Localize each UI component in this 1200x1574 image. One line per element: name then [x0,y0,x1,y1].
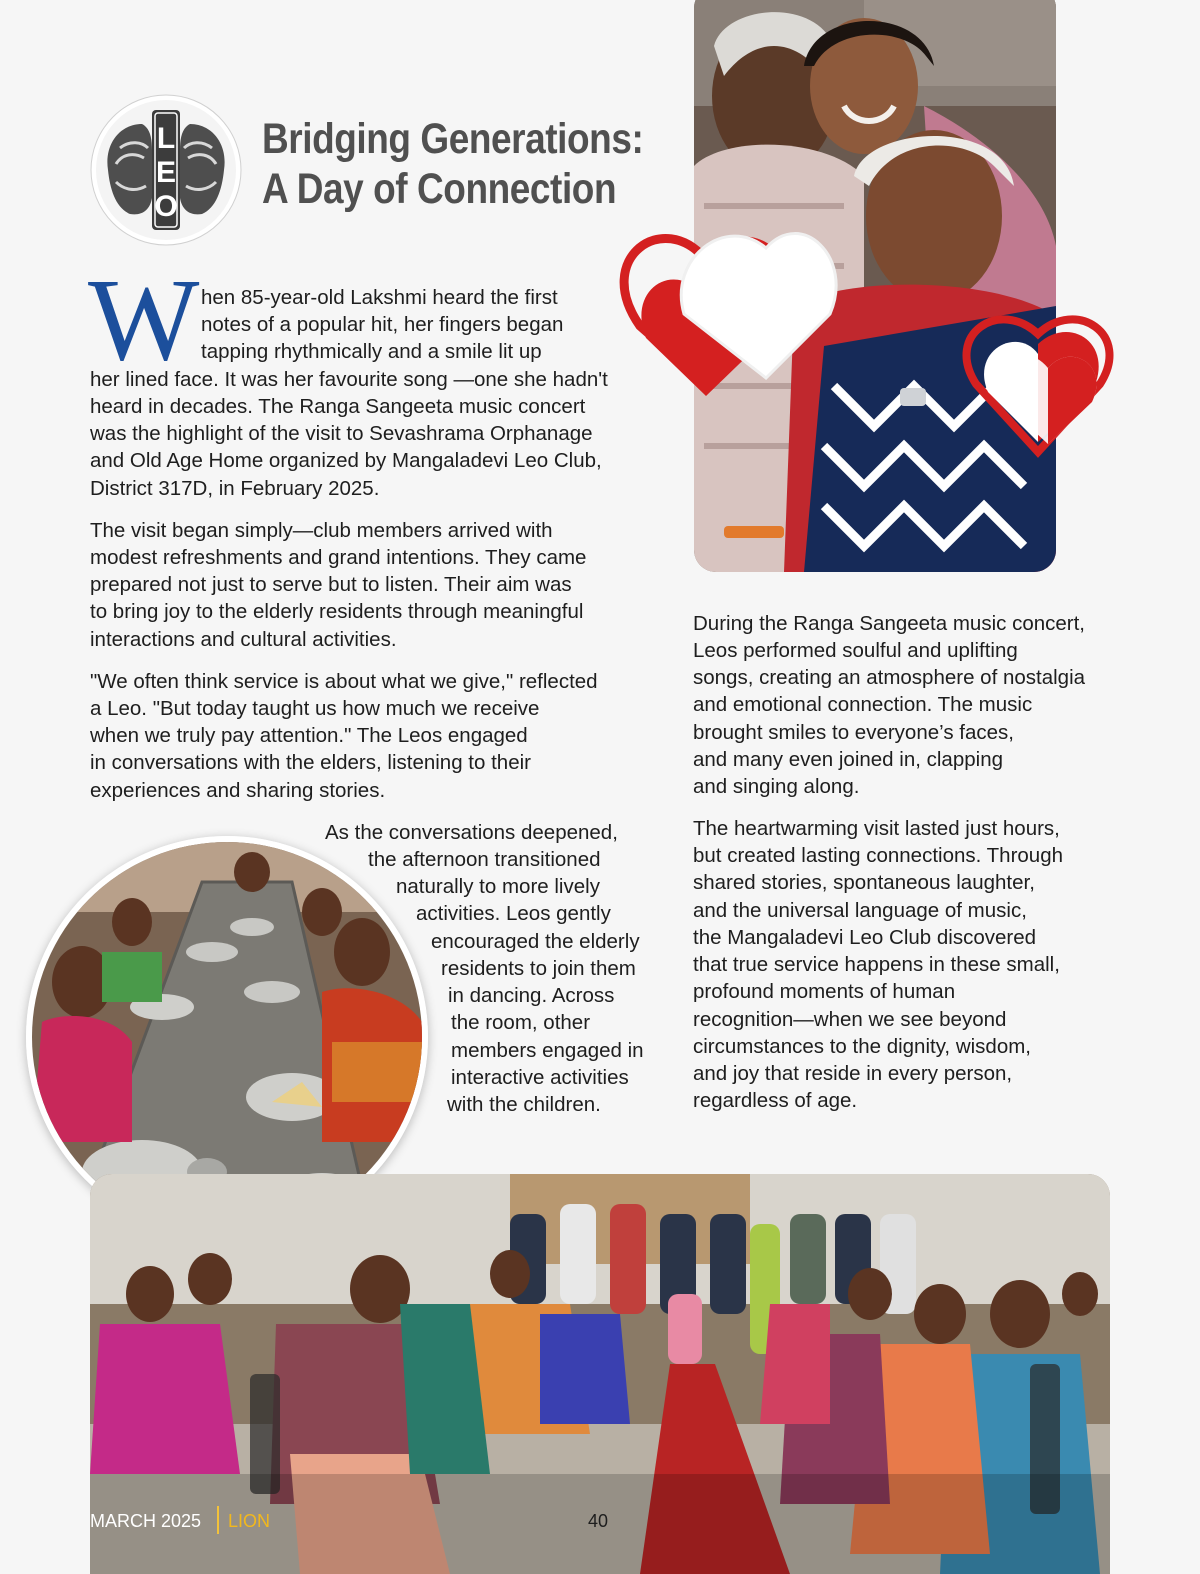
text-line: the Mangaladevi Leo Club discovered [693,926,1037,949]
text-line: a Leo. "But today taught us how much we receive [90,697,540,720]
title-line-1: Bridging Generations: [262,115,644,163]
text-line: interactive activities [451,1066,629,1089]
text-line: As the conversations deepened, [325,821,618,844]
text-line: notes of a popular hit, her fingers began [201,313,564,336]
text-line: to bring joy to the elderly residents through meaningful [90,600,584,623]
text-line: hen 85-year-old Lakshmi heard the first [201,286,558,309]
text-line: profound moments of human [693,980,956,1003]
text-line: The heartwarming visit lasted just hours, [693,817,1060,840]
text-line: interactions and cultural activities. [90,628,397,651]
text-line: residents to join them [441,957,636,980]
text-line: recognition—when we see beyond [693,1008,1007,1031]
text-line: District 317D, in February 2025. [90,477,380,500]
text-line: and many even joined in, clapping [693,748,1003,771]
text-line: heard in decades. The Ranga Sangeeta music concert [90,395,586,418]
footer-separator [217,1506,219,1534]
text-line: regardless of age. [693,1089,858,1112]
text-line: her lined face. It was her favourite song —one she hadn't [90,368,608,391]
leo-club-logo [90,94,242,246]
text-line: the afternoon transitioned [368,848,601,871]
text-line: but created lasting connections. Through [693,844,1064,867]
text-line: activities. Leos gently [416,902,611,925]
text-line: encouraged the elderly [431,930,640,953]
hearts-decoration [606,218,1126,458]
heart-icon [966,319,1109,452]
text-line: and singing along. [693,775,860,798]
text-line: and joy that reside in every person, [693,1062,1013,1085]
text-line: in dancing. Across [448,984,615,1007]
text-line: modest refreshments and grand intentions. They came [90,546,587,569]
text-line: naturally to more lively [396,875,600,898]
text-line: tapping rhythmically and a smile lit up [201,340,542,363]
text-line: During the Ranga Sangeeta music concert, [693,612,1086,635]
text-line: members engaged in [451,1039,644,1062]
article-title [262,114,644,214]
page-number: 40 [588,1511,609,1531]
text-line: in conversations with the elders, listening to their [90,751,531,774]
title-line-2: A Day of Connection [262,165,617,213]
text-line: and Old Age Home organized by Mangaladevi Leo Club, [90,449,602,472]
text-line: was the highlight of the visit to Sevashrama Orphanage [90,422,593,445]
text-line: songs, creating an atmosphere of nostalgia [693,666,1086,689]
footer-issue-date: MARCH 2025 [90,1511,202,1531]
text-line: and emotional connection. The music [693,693,1033,716]
text-line: that true service happens in these small, [693,953,1060,976]
logo-letter-e: E [155,156,177,189]
text-line: "We often think service is about what we give," reflected [90,670,598,693]
heart-icon [624,234,836,396]
text-line: brought smiles to everyone’s faces, [693,721,1014,744]
footer-magazine-name: LION [228,1511,271,1531]
text-line: shared stories, spontaneous laughter, [693,871,1035,894]
text-line: experiences and sharing stories. [90,779,386,802]
text-line: with the children. [447,1093,601,1116]
text-line: circumstances to the dignity, wisdom, [693,1035,1031,1058]
text-line: when we truly pay attention." The Leos engaged [90,724,528,747]
text-line: and the universal language of music, [693,899,1027,922]
logo-letter-l: L [156,122,176,155]
text-line: prepared not just to serve but to listen. Their aim was [90,573,572,596]
text-line: The visit began simply—club members arrived with [90,519,553,542]
text-line: the room, other [451,1011,591,1034]
drop-cap: W [88,254,200,385]
text-line: Leos performed soulful and uplifting [693,639,1018,662]
logo-letter-o: O [154,190,178,223]
